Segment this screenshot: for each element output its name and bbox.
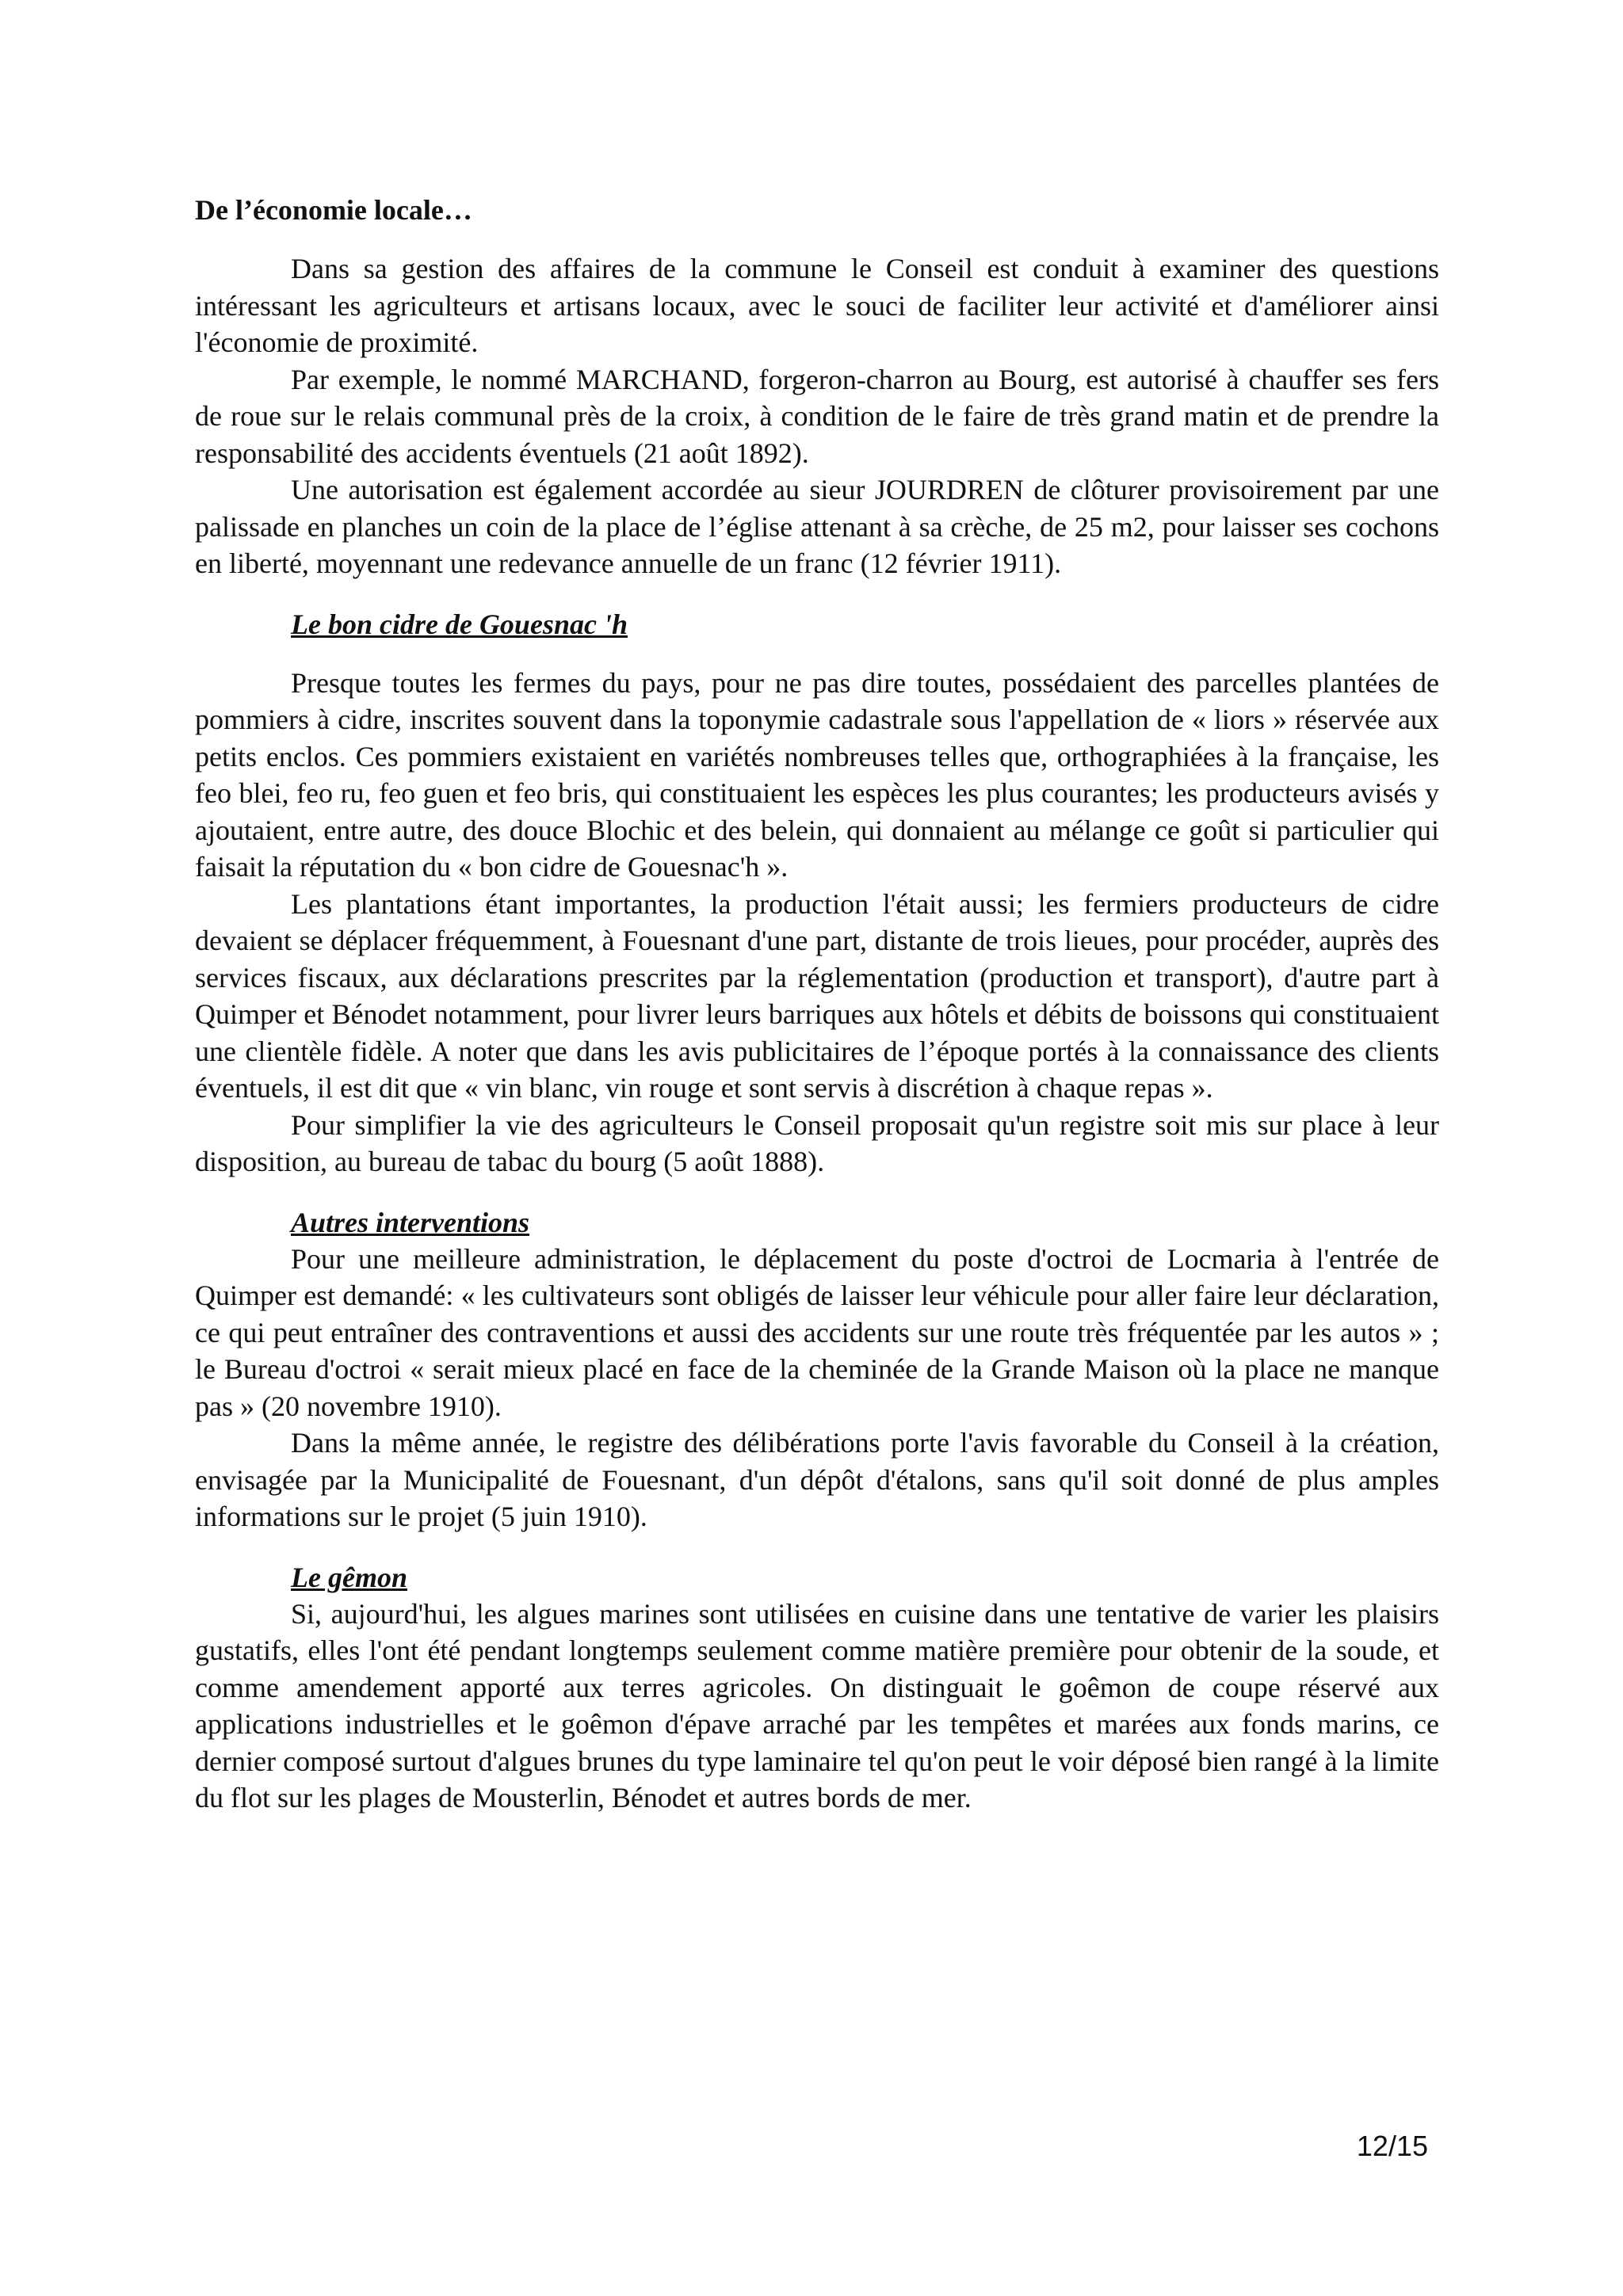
page-content <box>195 192 1439 1817</box>
intro-paragraph-1: Dans sa gestion des affaires de la commune le Conseil est conduit à examiner des questions intéressant les agriculteurs et artisans locaux, avec le souci de faciliter leur activité et d'améliorer ainsi l'économie de proximité. <box>195 253 1439 358</box>
interventions-paragraph-2: Dans la même année, le registre des délibérations porte l'avis favorable du Conseil à la création, envisagée par la Municipalité de Fouesnant, d'un dépôt d'étalons, sans qu'il soit donné de plus amples informations sur le projet (5 juin 1910). <box>195 1427 1439 1532</box>
intro-paragraph-3: Une autorisation est également accordée au sieur JOURDREN de clôturer provisoirement par une palissade en planches un coin de la place de l’église attenant à sa crèche, de 25 m2, pour laisser ses cochons en liberté, moyennant une redevance annuelle de un franc (12 février 1911). <box>195 474 1439 579</box>
interventions-paragraph-1: Pour une meilleure administration, le déplacement du poste d'octroi de Locmaria à l'entrée de Quimper est demandé: « les cultivateurs sont obligés de laisser leur véhicule pour aller faire leur déclaration, ce qui peut entraîner des contraventions et aussi des accidents sur une route très fréquentée par les autos » ; le Bureau d'octroi « serait mieux placé en face de la cheminée de la Grande Maison où la place ne manque pas » (20 novembre 1910). <box>195 1242 1439 1422</box>
subheading-gemon: Le gêmon <box>291 1561 407 1593</box>
section-title-economie-locale: De l’économie locale… <box>195 194 472 226</box>
subheading-autres-interventions: Autres interventions <box>291 1206 530 1238</box>
spacer <box>195 643 1439 665</box>
intro-paragraph-2: Par exemple, le nommé MARCHAND, forgeron-charron au Bourg, est autorisé à chauffer ses fers de roue sur le relais communal près de la croix, à condition de le faire de très grand matin et de prendre la responsabilité des accidents éventuels (21 août 1892). <box>195 363 1439 469</box>
cidre-paragraph-1: Presque toutes les fermes du pays, pour ne pas dire toutes, possédaient des parcelles plantées de pommiers à cidre, inscrites souvent dans la toponymie cadastrale sous l'appellation de « liors » réservée aux petits enclos. Ces pommiers existaient en variétés nombreuses telles que, orthographiées à la française, les feo blei, feo ru, feo guen et feo bris, qui constituaient les espèces les plus courantes; les producteurs avisés y ajoutaient, entre autre, des douce Blochic et des belein, qui donnaient au mélange ce goût si particulier qui faisait la réputation du « bon cidre de Gouesnac'h ». <box>195 666 1439 883</box>
cidre-paragraph-3: Pour simplifier la vie des agriculteurs le Conseil proposait qu'un registre soit mis sur place à leur disposition, au bureau de tabac du bourg (5 août 1888). <box>195 1108 1439 1177</box>
subheading-bon-cidre: Le bon cidre de Gouesnac 'h <box>291 608 628 640</box>
gemon-paragraph-1: Si, aujourd'hui, les algues marines sont utilisées en cuisine dans une tentative de varier les plaisirs gustatifs, elles l'ont été pendant longtemps seulement comme matière première pour obtenir de la soude, et comme amendement apporté aux terres agricoles. On distinguait le goêmon de coupe réservé aux applications industrielles et le goêmon d'épave arraché par les tempêtes et marées aux fonds marins, ce dernier composé surtout d'algues brunes du type laminaire tel qu'on peut le voir déposé bien rangé à la limite du flot sur les plages de Mousterlin, Bénodet et autres bords de mer. <box>195 1597 1439 1814</box>
cidre-paragraph-2: Les plantations étant importantes, la production l'était aussi; les fermiers producteurs de cidre devaient se déplacer fréquemment, à Fouesnant d'une part, distante de trois lieues, pour procéder, auprès des services fiscaux, aux déclarations prescrites par la réglementation (production et transport), d'autre part à Quimper et Bénodet notamment, pour livrer leurs barriques aux hôtels et débits de boissons qui constituaient une clientèle fidèle. A noter que dans les avis publicitaires de l’époque portés à la connaissance des clients éventuels, il est dit que « vin blanc, vin rouge et sont servis à discrétion à chaque repas ». <box>195 887 1439 1104</box>
page-number: 12/15 <box>1356 2130 1428 2162</box>
